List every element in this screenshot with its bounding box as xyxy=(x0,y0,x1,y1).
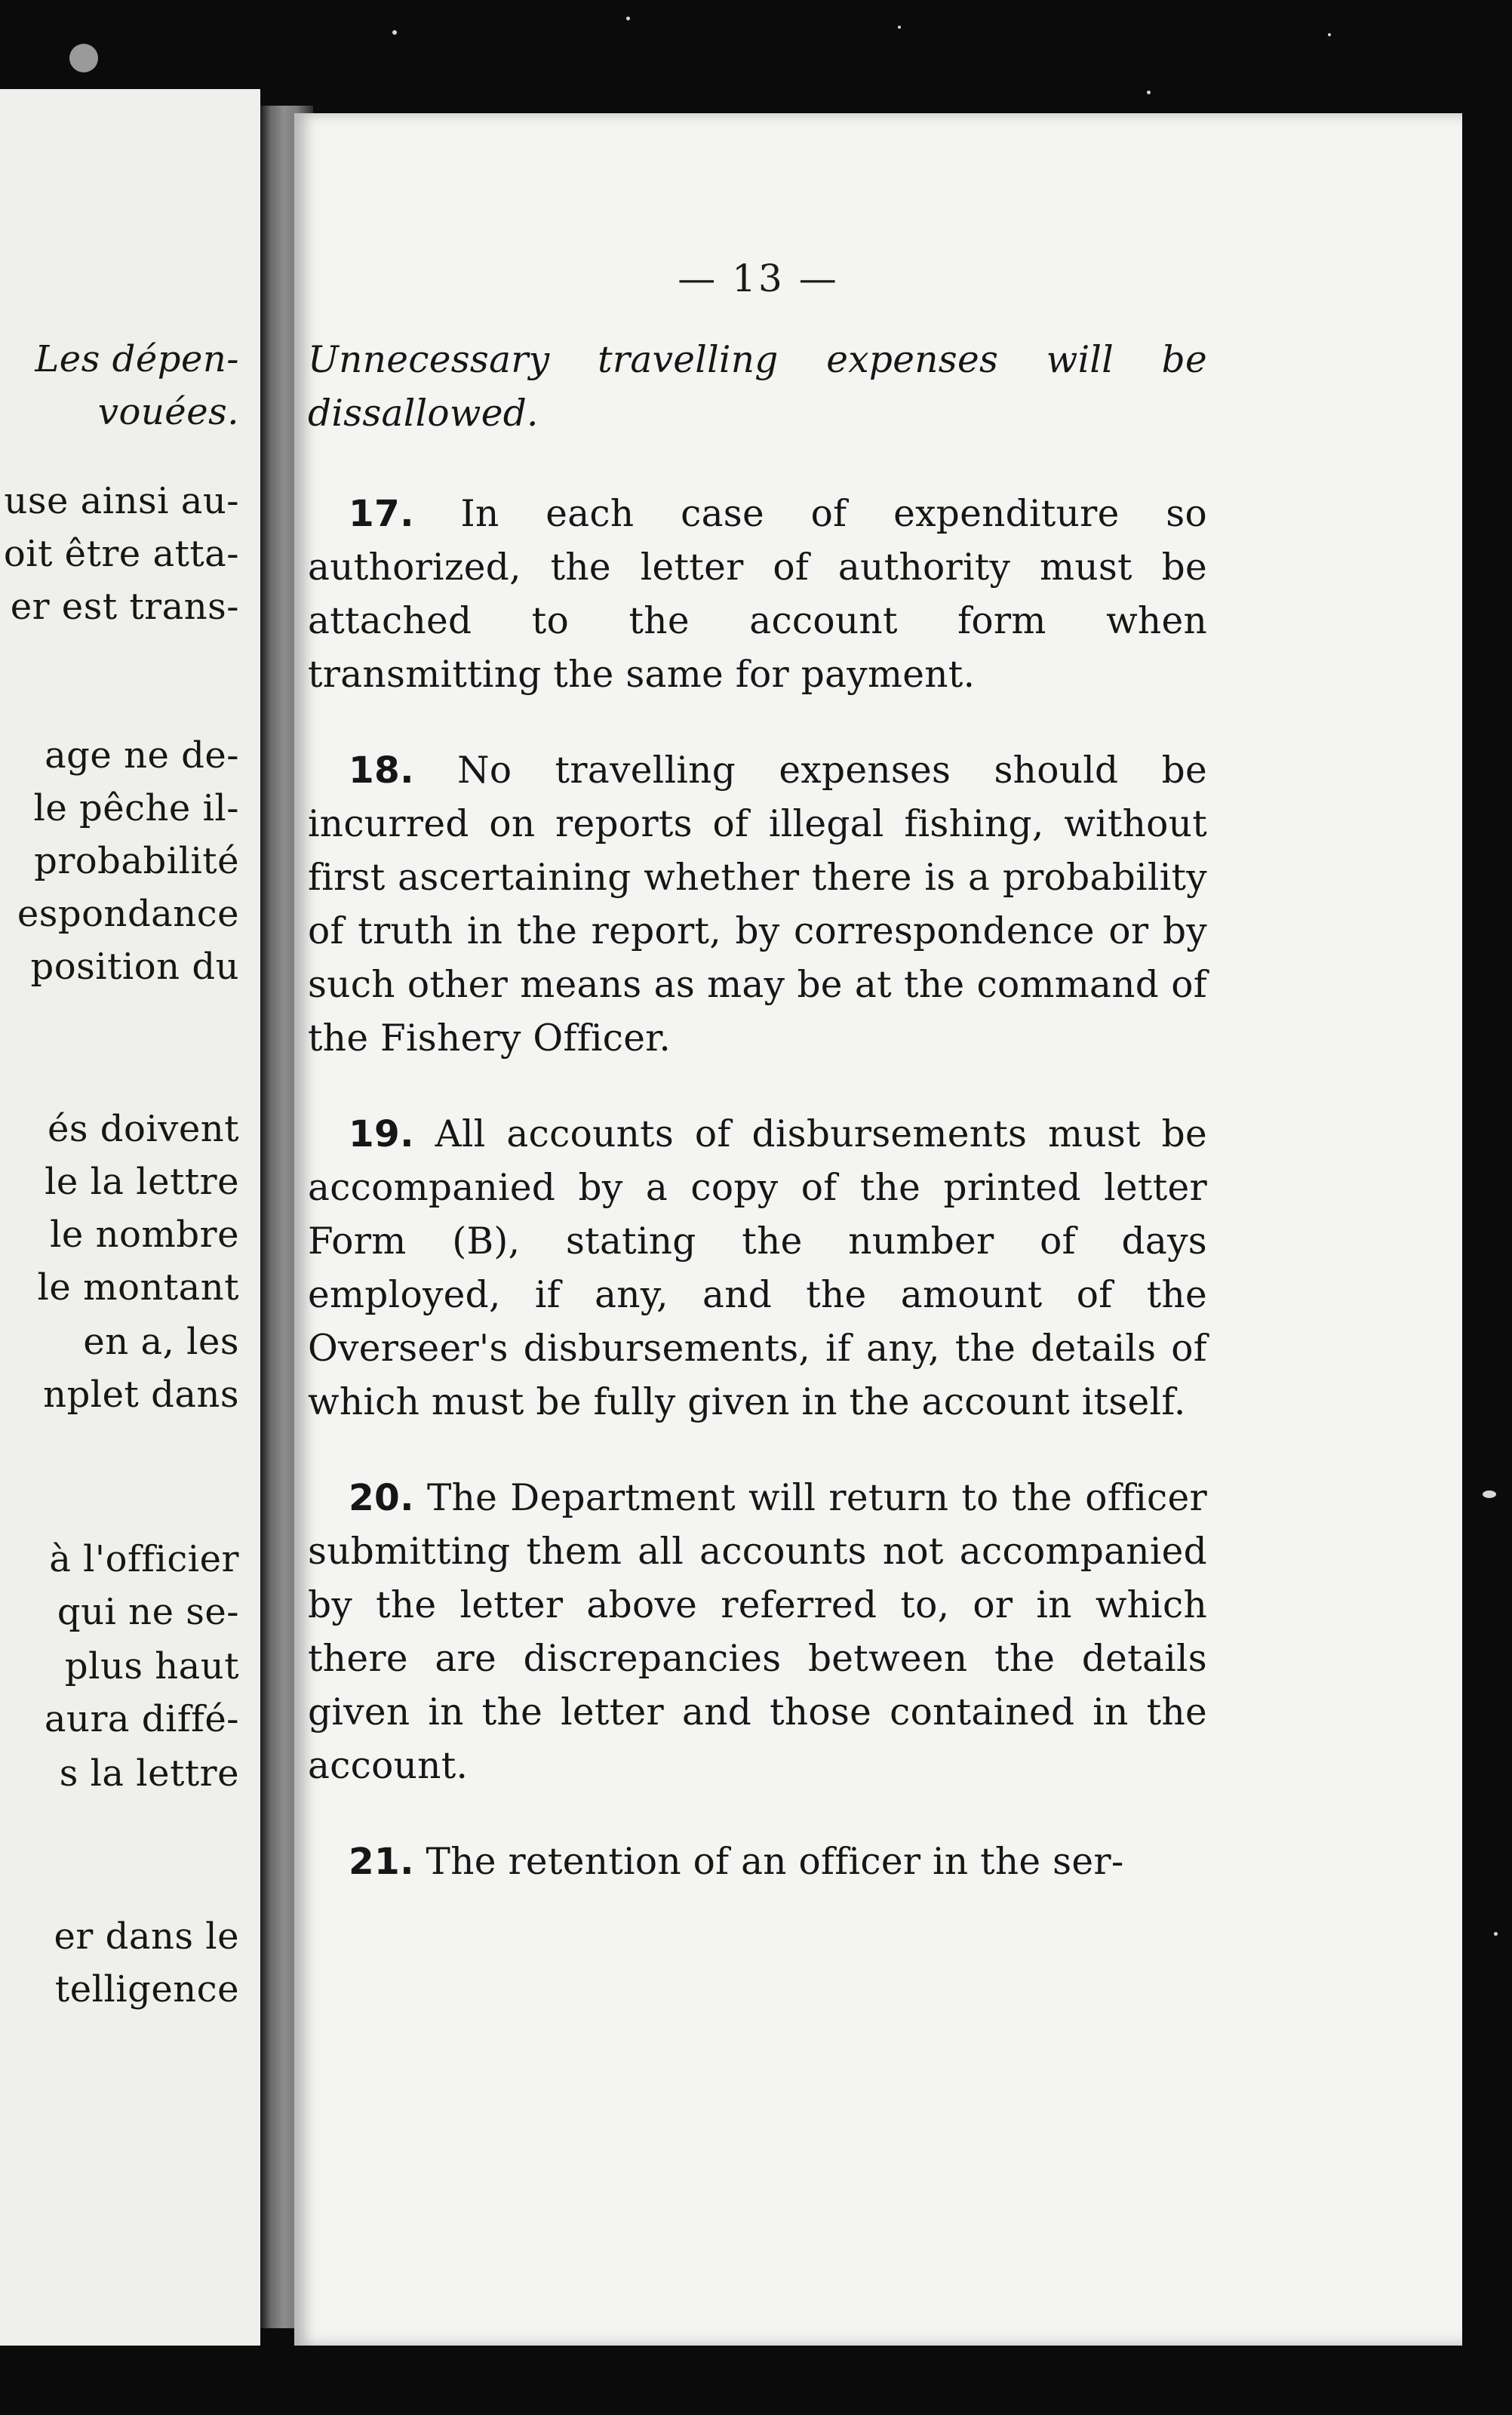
left-page-line: nplet dans xyxy=(43,1374,239,1416)
page-body xyxy=(308,334,1207,1931)
paragraph-text: No travelling expenses should be incurred on reports of illegal fishing, without first ascertaining whether there is a probability of truth in the report, by correspondence or by such other means as may be at the command of the Fishery Officer. xyxy=(308,749,1207,1060)
left-page-line: use ainsi au- xyxy=(4,480,239,522)
paragraph-20: 20. The Department will return to the officer submitting them all accounts not accompanied by the letter above referred to, or in which there are discrepancies between the details given in the letter and those contained in the account. xyxy=(308,1477,1208,1787)
left-page-line: position du xyxy=(30,946,239,988)
paragraph-17: 17. In each case of expenditure so authorized, the letter of authority must be attached to the account form when transmitting the same for payment. xyxy=(308,493,1208,696)
left-page-line: oit être atta- xyxy=(3,533,239,575)
left-page xyxy=(0,89,260,2346)
left-page-line: er est trans- xyxy=(10,586,239,628)
paragraph-text: The retention of an officer in the ser- xyxy=(426,1841,1124,1883)
left-page-line: le montant xyxy=(37,1266,239,1309)
left-page-line: age ne de- xyxy=(45,734,239,777)
left-page-line: en a, les xyxy=(83,1321,239,1363)
left-page-line: és doivent xyxy=(48,1108,239,1150)
dust-speck xyxy=(1494,1932,1498,1936)
paragraph-number: 17 xyxy=(349,493,401,535)
paragraph-text: In each case of expenditure so authorized, the letter of authority must be attached to the account form when transmitting the same for payment. xyxy=(308,493,1208,696)
paragraph-number: 19 xyxy=(349,1113,401,1155)
left-page-line: er dans le xyxy=(54,1915,239,1958)
paragraph-number: 21 xyxy=(349,1841,401,1883)
paragraph-number: 20 xyxy=(349,1477,401,1519)
dust-speck xyxy=(626,17,630,20)
dust-speck xyxy=(898,26,901,29)
intro-sentence: Unnecessary travelling expenses will be dissallowed. xyxy=(308,339,1207,435)
left-page-line: le pêche il- xyxy=(33,787,239,829)
left-page-line: espondance xyxy=(17,893,239,935)
left-page-line: s la lettre xyxy=(59,1752,239,1795)
left-page-line: le nombre xyxy=(50,1214,239,1256)
paragraph-text: All accounts of disbursements must be accompanied by a copy of the printed letter Form (B), stating the number of days employed, if any, and the amount of the Overseer's disbursements, if any, the details of which must be fully given in the account itself. xyxy=(308,1113,1208,1423)
paragraph-18: 18. No travelling expenses should be incurred on reports of illegal fishing, without first ascertaining whether there is a probability of truth in the report, by correspondence or by such other means as may be at the command of the Fishery Officer. xyxy=(308,749,1207,1060)
left-page-line: Les dépen- xyxy=(35,338,239,380)
left-page-line: probabilité xyxy=(34,840,239,882)
left-page-line: vouées. xyxy=(97,391,239,433)
dust-speck xyxy=(1483,1491,1496,1498)
page-number: — 13 — xyxy=(678,257,839,300)
left-page-line: le la lettre xyxy=(45,1161,239,1203)
dust-speck xyxy=(1328,33,1331,36)
left-page-line: telligence xyxy=(54,1968,239,2010)
right-page xyxy=(294,113,1462,2346)
dust-speck xyxy=(69,44,98,72)
paragraph-number: 18 xyxy=(349,749,401,792)
left-page-line: qui ne se- xyxy=(57,1591,239,1633)
dust-speck xyxy=(1147,91,1151,94)
paragraph-text: The Department will return to the officer submitting them all accounts not accompanied by the letter above referred to, or in which there are discrepancies between the details given in the letter and those contained in the account. xyxy=(308,1477,1208,1787)
left-page-line: à l'officier xyxy=(49,1538,239,1580)
left-page-line: aura diffé- xyxy=(44,1698,239,1740)
paragraph-21: 21. The retention of an officer in the ser- xyxy=(349,1841,1124,1883)
dust-speck xyxy=(392,30,397,35)
left-page-line: plus haut xyxy=(64,1645,239,1687)
paragraph-19: 19. All accounts of disbursements must be accompanied by a copy of the printed letter Form (B), stating the number of days employed, if any, and the amount of the Overseer's disbursements, if any, the details of which must be fully given in the account itself. xyxy=(308,1113,1208,1423)
